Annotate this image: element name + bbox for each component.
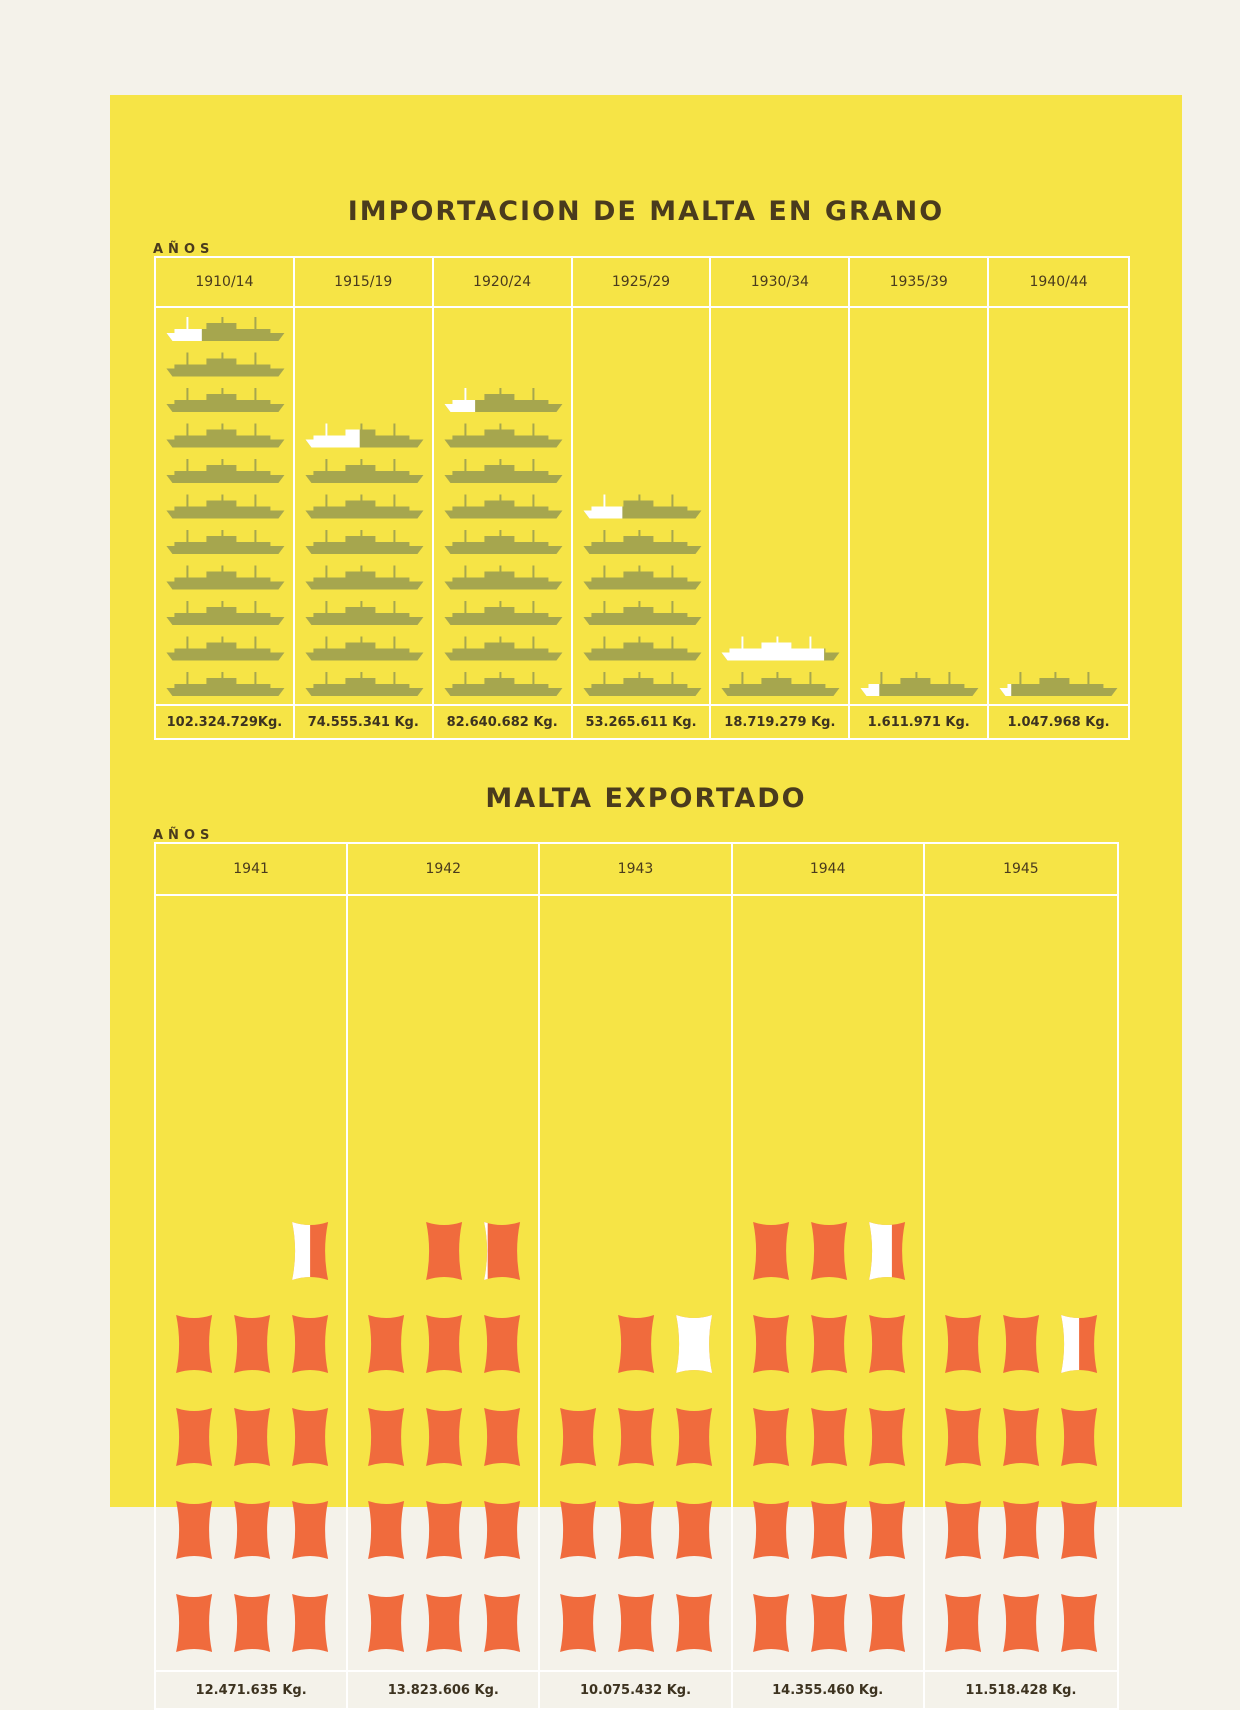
cargo-ship-icon	[583, 566, 701, 590]
period-label: 1920/24	[434, 258, 571, 308]
cargo-ship-icon	[166, 495, 284, 519]
import-table	[154, 256, 1130, 740]
cargo-ship-icon	[305, 495, 423, 519]
cargo-ship-icon	[444, 424, 562, 448]
pictogram-column	[733, 844, 925, 1708]
pictogram-column	[434, 258, 573, 738]
grain-sack-icon	[811, 1315, 847, 1373]
grain-sack-icon	[234, 1501, 270, 1559]
grain-sack-icon	[292, 1408, 328, 1466]
grain-sack-icon	[368, 1501, 404, 1559]
value-label: 53.265.611 Kg.	[573, 704, 710, 738]
grain-sack-icon	[1003, 1315, 1039, 1373]
cargo-ship-icon	[305, 637, 423, 661]
grain-sack-icon	[869, 1501, 905, 1559]
grain-sack-icon	[753, 1408, 789, 1466]
value-label: 1.611.971 Kg.	[850, 704, 987, 738]
pictogram-column	[156, 844, 348, 1708]
import-chart-title: IMPORTACION DE MALTA EN GRANO	[347, 196, 945, 227]
grain-sack-icon	[176, 1594, 212, 1652]
grain-sack-icon	[753, 1222, 789, 1280]
grain-sack-icon	[811, 1222, 847, 1280]
grain-sack-icon	[811, 1408, 847, 1466]
period-label: 1910/14	[156, 258, 293, 308]
grain-sack-icon	[484, 1408, 520, 1466]
cargo-ship-icon	[166, 530, 284, 554]
import-axis-label: AÑOS	[153, 242, 215, 257]
grain-sack-icon	[676, 1594, 712, 1652]
cargo-ship-icon	[444, 637, 562, 661]
cargo-ship-icon	[166, 424, 284, 448]
grain-sack-icon	[676, 1315, 712, 1373]
column-1943	[540, 844, 732, 1708]
grain-sack-icon	[945, 1594, 981, 1652]
grain-sack-icon	[176, 1315, 212, 1373]
grain-sack-icon	[292, 1222, 328, 1280]
period-label: 1940/44	[989, 258, 1128, 308]
cargo-ship-icon	[305, 459, 423, 483]
period-label: 1915/19	[295, 258, 432, 308]
grain-sack-icon	[560, 1501, 596, 1559]
column-1941	[156, 844, 348, 1708]
cargo-ship-icon	[166, 672, 284, 696]
cargo-ship-icon	[444, 495, 562, 519]
grain-sack-icon	[945, 1408, 981, 1466]
column-1944	[733, 844, 925, 1708]
pictogram-column	[925, 844, 1117, 1708]
column-1930-34	[711, 258, 850, 738]
grain-sack-icon	[176, 1408, 212, 1466]
pictogram-column	[850, 258, 989, 738]
pictogram-column	[711, 258, 850, 738]
grain-sack-icon	[484, 1594, 520, 1652]
period-label: 1942	[348, 844, 538, 896]
grain-sack-icon	[426, 1594, 462, 1652]
cargo-ship-icon	[722, 672, 840, 696]
cargo-ship-icon	[583, 601, 701, 625]
pictogram-column	[573, 258, 712, 738]
cargo-ship-icon	[166, 637, 284, 661]
grain-sack-icon	[426, 1315, 462, 1373]
cargo-ship-icon	[583, 530, 701, 554]
value-label: 14.355.460 Kg.	[733, 1670, 923, 1708]
grain-sack-icon	[1003, 1594, 1039, 1652]
cargo-ship-icon	[444, 530, 562, 554]
column-1920-24	[434, 258, 573, 738]
grain-sack-icon	[1061, 1594, 1097, 1652]
grain-sack-icon	[368, 1408, 404, 1466]
column-1935-39	[850, 258, 989, 738]
grain-sack-icon	[945, 1315, 981, 1373]
grain-sack-icon	[426, 1501, 462, 1559]
cargo-ship-icon	[1000, 672, 1118, 696]
grain-sack-icon	[484, 1501, 520, 1559]
export-axis-label: AÑOS	[153, 828, 215, 843]
cargo-ship-icon	[444, 459, 562, 483]
grain-sack-icon	[1061, 1501, 1097, 1559]
grain-sack-icon	[560, 1594, 596, 1652]
grain-sack-icon	[676, 1501, 712, 1559]
grain-sack-icon	[1061, 1315, 1097, 1373]
pictogram-column	[348, 844, 540, 1708]
grain-sack-icon	[484, 1315, 520, 1373]
grain-sack-icon	[560, 1408, 596, 1466]
grain-sack-icon	[618, 1501, 654, 1559]
pictogram-column	[156, 258, 295, 738]
cargo-ship-icon	[166, 317, 284, 341]
grain-sack-icon	[753, 1594, 789, 1652]
value-label: 102.324.729Kg.	[156, 704, 293, 738]
cargo-ship-icon	[305, 672, 423, 696]
grain-sack-icon	[368, 1594, 404, 1652]
column-1940-44	[989, 258, 1128, 738]
grain-sack-icon	[869, 1315, 905, 1373]
value-label: 13.823.606 Kg.	[348, 1670, 538, 1708]
value-label: 18.719.279 Kg.	[711, 704, 848, 738]
grain-sack-icon	[869, 1222, 905, 1280]
cargo-ship-icon	[305, 601, 423, 625]
cargo-ship-icon	[861, 672, 979, 696]
pictogram-column	[540, 844, 732, 1708]
grain-sack-icon	[676, 1408, 712, 1466]
value-label: 1.047.968 Kg.	[989, 704, 1128, 738]
grain-sack-icon	[1003, 1408, 1039, 1466]
column-1942	[348, 844, 540, 1708]
grain-sack-icon	[811, 1501, 847, 1559]
grain-sack-icon	[368, 1315, 404, 1373]
grain-sack-icon	[234, 1408, 270, 1466]
column-1945	[925, 844, 1117, 1708]
grain-sack-icon	[176, 1501, 212, 1559]
value-label: 74.555.341 Kg.	[295, 704, 432, 738]
grain-sack-icon	[426, 1408, 462, 1466]
cargo-ship-icon	[444, 388, 562, 412]
grain-sack-icon	[292, 1315, 328, 1373]
column-1925-29	[573, 258, 712, 738]
cargo-ship-icon	[722, 637, 840, 661]
value-label: 11.518.428 Kg.	[925, 1670, 1117, 1708]
grain-sack-icon	[869, 1408, 905, 1466]
grain-sack-icon	[484, 1222, 520, 1280]
period-label: 1944	[733, 844, 923, 896]
grain-sack-icon	[292, 1501, 328, 1559]
grain-sack-icon	[234, 1315, 270, 1373]
grain-sack-icon	[811, 1594, 847, 1652]
cargo-ship-icon	[583, 495, 701, 519]
grain-sack-icon	[1061, 1408, 1097, 1466]
grain-sack-icon	[234, 1594, 270, 1652]
column-1915-19	[295, 258, 434, 738]
grain-sack-icon	[753, 1501, 789, 1559]
cargo-ship-icon	[305, 566, 423, 590]
export-table	[154, 842, 1119, 1710]
cargo-ship-icon	[444, 601, 562, 625]
grain-sack-icon	[618, 1315, 654, 1373]
cargo-ship-icon	[166, 566, 284, 590]
period-label: 1943	[540, 844, 730, 896]
pictogram-column	[295, 258, 434, 738]
period-label: 1930/34	[711, 258, 848, 308]
grain-sack-icon	[945, 1501, 981, 1559]
value-label: 10.075.432 Kg.	[540, 1670, 730, 1708]
grain-sack-icon	[292, 1594, 328, 1652]
cargo-ship-icon	[166, 353, 284, 377]
grain-sack-icon	[753, 1315, 789, 1373]
cargo-ship-icon	[166, 459, 284, 483]
period-label: 1945	[925, 844, 1117, 896]
grain-sack-icon	[618, 1408, 654, 1466]
grain-sack-icon	[869, 1594, 905, 1652]
cargo-ship-icon	[166, 601, 284, 625]
cargo-ship-icon	[305, 424, 423, 448]
value-label: 12.471.635 Kg.	[156, 1670, 346, 1708]
cargo-ship-icon	[444, 672, 562, 696]
period-label: 1941	[156, 844, 346, 896]
cargo-ship-icon	[583, 672, 701, 696]
value-label: 82.640.682 Kg.	[434, 704, 571, 738]
export-chart-title: MALTA EXPORTADO	[485, 783, 807, 814]
column-1910-14	[156, 258, 295, 738]
cargo-ship-icon	[305, 530, 423, 554]
grain-sack-icon	[618, 1594, 654, 1652]
cargo-ship-icon	[583, 637, 701, 661]
grain-sack-icon	[426, 1222, 462, 1280]
period-label: 1935/39	[850, 258, 987, 308]
cargo-ship-icon	[166, 388, 284, 412]
cargo-ship-icon	[444, 566, 562, 590]
chart-panel	[110, 95, 1182, 1698]
grain-sack-icon	[1003, 1501, 1039, 1559]
pictogram-column	[989, 258, 1128, 738]
period-label: 1925/29	[573, 258, 710, 308]
